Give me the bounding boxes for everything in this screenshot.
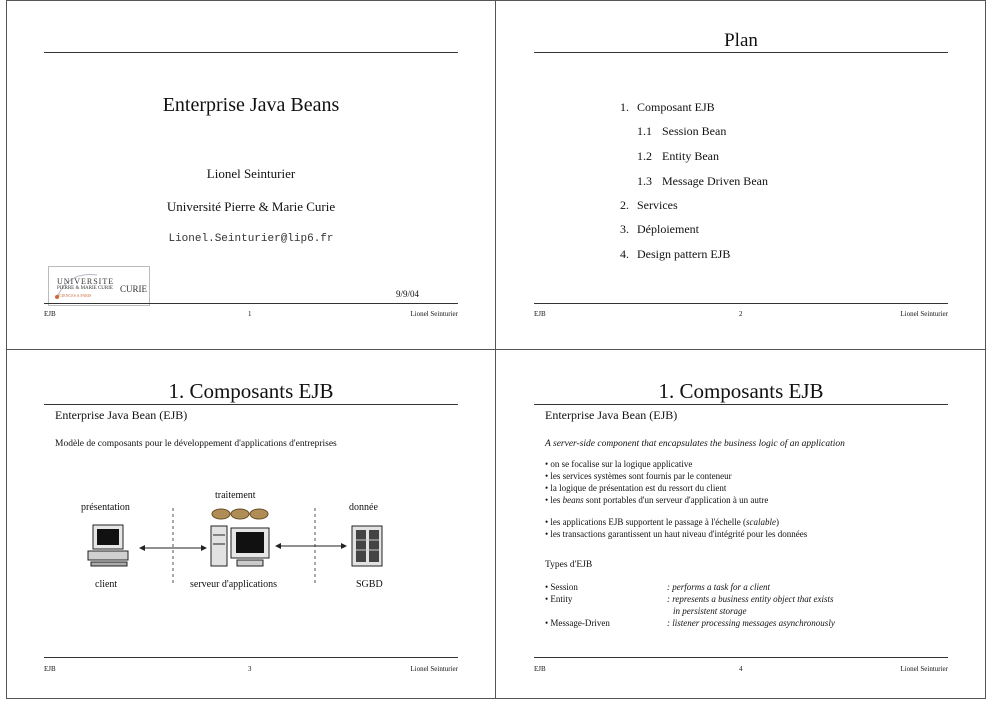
bullet-item: • les transactions garantissent un haut niveau d'intégrité pour les données: [545, 529, 808, 539]
type-description: : listener processing messages asynchronously: [667, 618, 835, 628]
bullet-beans-post: sont portables d'un serveur d'application à un autre: [583, 495, 769, 505]
type-description: : represents a business entity object that exists: [667, 594, 834, 604]
slide-2-footer-right: Lionel Seinturier: [900, 310, 948, 318]
plan-item-text: Entity Bean: [662, 149, 719, 163]
database-icon: [352, 526, 382, 566]
slide-1-author: Lionel Seinturier: [206, 166, 296, 181]
slide-1-date: 9/9/04: [396, 289, 420, 299]
beans-icon: [212, 509, 268, 519]
bullet-scalable-post: ): [775, 517, 779, 527]
bullet-beans-em: beans: [562, 495, 584, 505]
slide-2-title: Plan: [724, 30, 758, 51]
slide-4-footer-rule: [534, 657, 948, 658]
plan-item-text: Déploiement: [637, 222, 699, 236]
logo-text-1: UNIVERSITE: [57, 277, 115, 286]
slide-1-top-rule: [44, 52, 458, 53]
plan-item-text: Services: [637, 198, 678, 212]
slide-2-top-rule: [534, 52, 948, 53]
plan-item-num: 1.3: [637, 174, 652, 188]
slide-1: [0, 0, 495, 349]
slide-4-footer-left: EJB: [534, 665, 546, 673]
slide-4-tagline: A server-side component that encapsulates the business logic of an application: [545, 439, 845, 449]
plan-item-text: Design pattern EJB: [637, 247, 731, 261]
slide-3-subtitle: Enterprise Java Bean (EJB): [55, 408, 188, 422]
slide-4-top-rule: [534, 404, 948, 405]
bullet-item: • on se focalise sur la logique applicative: [545, 459, 693, 469]
type-name: • Message-Driven: [545, 618, 610, 628]
label-presentation: présentation: [81, 502, 130, 513]
plan-item-num: 2.: [620, 198, 629, 212]
slide-3-footer-right: Lionel Seinturier: [410, 665, 458, 673]
client-computer-icon: [88, 525, 128, 566]
plan-item-num: 3.: [620, 222, 629, 236]
slide-4-footer-right: Lionel Seinturier: [900, 665, 948, 673]
logo-text-4: SCIENCES A PARIS: [57, 293, 92, 298]
arrow-server-database: [275, 543, 347, 549]
slide-3-title: 1. Composants EJB: [168, 379, 334, 403]
slide-3: [0, 350, 495, 699]
bullet-item: • la logique de présentation est du ressort du client: [545, 483, 727, 493]
plan-item-num: 4.: [620, 247, 629, 261]
slide-1-page-number: 1: [248, 310, 252, 318]
slide-3-description: Modèle de composants pour le développement d'applications d'entreprises: [55, 439, 337, 449]
slide-1-title: Enterprise Java Beans: [162, 94, 340, 116]
plan-item-num: 1.: [620, 100, 629, 114]
slide-4-subtitle: Enterprise Java Bean (EJB): [545, 408, 678, 422]
logo-text-2: PIERRE & MARIE CURIE: [57, 286, 113, 291]
slide-1-university: Université Pierre & Marie Curie: [166, 199, 336, 214]
slide-1-footer-right: Lionel Seinturier: [410, 310, 458, 318]
logo-text-3: CURIE: [120, 284, 147, 294]
bullet-item-scalable: [545, 517, 779, 527]
plan-item-text: Message Driven Bean: [662, 174, 768, 188]
type-description-continued: in persistent storage: [673, 606, 747, 616]
bullet-scalable-pre: • les applications EJB supportent le passage à l'échelle (: [545, 517, 746, 527]
bullet-item: • les services systèmes sont fournis par le conteneur: [545, 471, 732, 481]
type-name: • Session: [545, 582, 578, 592]
slide-4-page-number: 4: [739, 665, 743, 673]
slide-3-footer-rule: [44, 657, 458, 658]
slide-1-email: Lionel.Seinturier@lip6.fr: [168, 233, 334, 245]
types-title: Types d'EJB: [545, 560, 593, 570]
plan-item-text: Composant EJB: [637, 100, 715, 114]
slide-3-top-rule: [44, 404, 458, 405]
slide-1-footer-rule: [44, 303, 458, 304]
slide-2-footer-left: EJB: [534, 310, 546, 318]
label-client: client: [95, 579, 118, 590]
type-name: • Entity: [545, 594, 573, 604]
slide-1-footer-left: EJB: [44, 310, 56, 318]
type-description: : performs a task for a client: [667, 582, 770, 592]
slide-4: [496, 350, 986, 699]
bullet-beans-pre: • les: [545, 495, 563, 505]
slide-2-page-number: 2: [739, 310, 743, 318]
plan-item-num: 1.2: [637, 149, 652, 163]
bullet-item-beans: [545, 495, 768, 505]
university-logo: [48, 266, 150, 306]
bullet-scalable-em: scalable: [745, 517, 776, 527]
plan-item-num: 1.1: [637, 124, 652, 138]
server-icon: [211, 526, 269, 566]
label-traitement: traitement: [215, 490, 256, 501]
slide-4-title: 1. Composants EJB: [658, 379, 824, 403]
label-serveur: serveur d'applications: [190, 579, 278, 590]
slide-2-footer-rule: [534, 303, 948, 304]
slide-3-page-number: 3: [248, 665, 252, 673]
slide-3-footer-left: EJB: [44, 665, 56, 673]
label-sgbd: SGBD: [356, 579, 383, 590]
plan-item-text: Session Bean: [662, 124, 727, 138]
label-donnee: donnée: [349, 502, 378, 513]
slide-2: [496, 0, 986, 349]
